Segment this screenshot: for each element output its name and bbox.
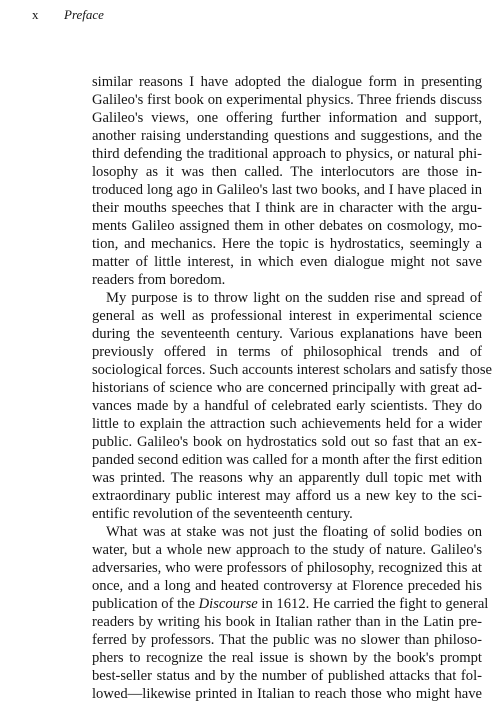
text-line: adversaries, who were professors of philosophy, recognized this at (92, 560, 482, 576)
text-line: sociological forces. Such accounts interest scholars and satisfy those (92, 362, 493, 378)
book-title-italic: Discourse (198, 596, 258, 612)
body-text (92, 73, 493, 703)
text-line: previously offered in terms of philosophical trends and of (92, 344, 482, 360)
text-line: phers to recognize the real issue is shown by the book's prompt (92, 650, 482, 666)
text-line: little to explain the attraction such achievements held for a wider (92, 416, 482, 432)
text-line: was printed. The reasons why an apparently dull topic met with (92, 470, 482, 486)
text-line: extraordinary public interest may afford us a new key to the sci- (92, 488, 482, 504)
text-line: ferred by professors. That the public was no slower than philoso- (92, 632, 482, 648)
text-line: My purpose is to throw light on the sudden rise and spread of (106, 290, 482, 306)
text-line: water, but a whole new approach to the study of nature. Galileo's (92, 542, 482, 558)
text-line: historians of science who are concerned principally with great ad- (92, 380, 482, 396)
text-line: general as well as professional interest in experimental science (92, 308, 482, 324)
text-line: best-seller status and by the number of published attacks that fol- (92, 668, 482, 684)
running-head-title: Preface (64, 7, 104, 22)
running-head (0, 7, 500, 27)
text-line: public. Galileo's book on hydrostatics sold out so fast that an ex- (92, 434, 482, 450)
text-line: publication of the Discourse in 1612. He carried the fight to general (92, 596, 489, 612)
text-line: once, and a long and heated controversy at Florence preceded his (92, 578, 482, 594)
text-line: panded second edition was called for a month after the first edition (92, 452, 483, 468)
text-line: entific revolution of the seventeenth century. (92, 506, 353, 522)
text-line: vances made by a handful of celebrated early scientists. They do (92, 398, 482, 414)
text-line: losophy as it was then called. The interlocutors are those in- (92, 164, 482, 180)
text-line: readers from boredom. (92, 272, 226, 288)
text-line: similar reasons I have adopted the dialogue form in presenting (92, 74, 482, 90)
text-line: lowed—likewise printed in Italian to reach those who might have (92, 686, 482, 702)
text-line: matter of little interest, in which even dialogue might not save (92, 254, 482, 270)
text-line: What was at stake was not just the floating of solid bodies on (106, 524, 482, 540)
text-line: their mouths speeches that I think are in character with the argu- (92, 200, 482, 216)
paragraph (92, 289, 493, 523)
text-line: third defending the traditional approach to physics, or natural phi- (92, 146, 482, 162)
text-line: ments Galileo assigned them in other debates on cosmology, mo- (92, 218, 482, 234)
text-line: Galileo's first book on experimental physics. Three friends discuss (92, 92, 482, 108)
text-line: during the seventeenth century. Various explanations have been (92, 326, 482, 342)
paragraph (92, 523, 489, 703)
text-line: tion, and mechanics. Here the topic is hydrostatics, seemingly a (92, 236, 482, 252)
text-line: readers by writing his book in Italian rather than in the Latin pre- (92, 614, 482, 630)
page-number: x (32, 7, 39, 22)
text-line: another raising understanding questions and suggestions, and the (92, 128, 482, 144)
text-line: troduced long ago in Galileo's last two books, and I have placed in (92, 182, 482, 198)
text-line: Galileo's views, one offering further information and support, (92, 110, 482, 126)
paragraph (92, 73, 482, 289)
